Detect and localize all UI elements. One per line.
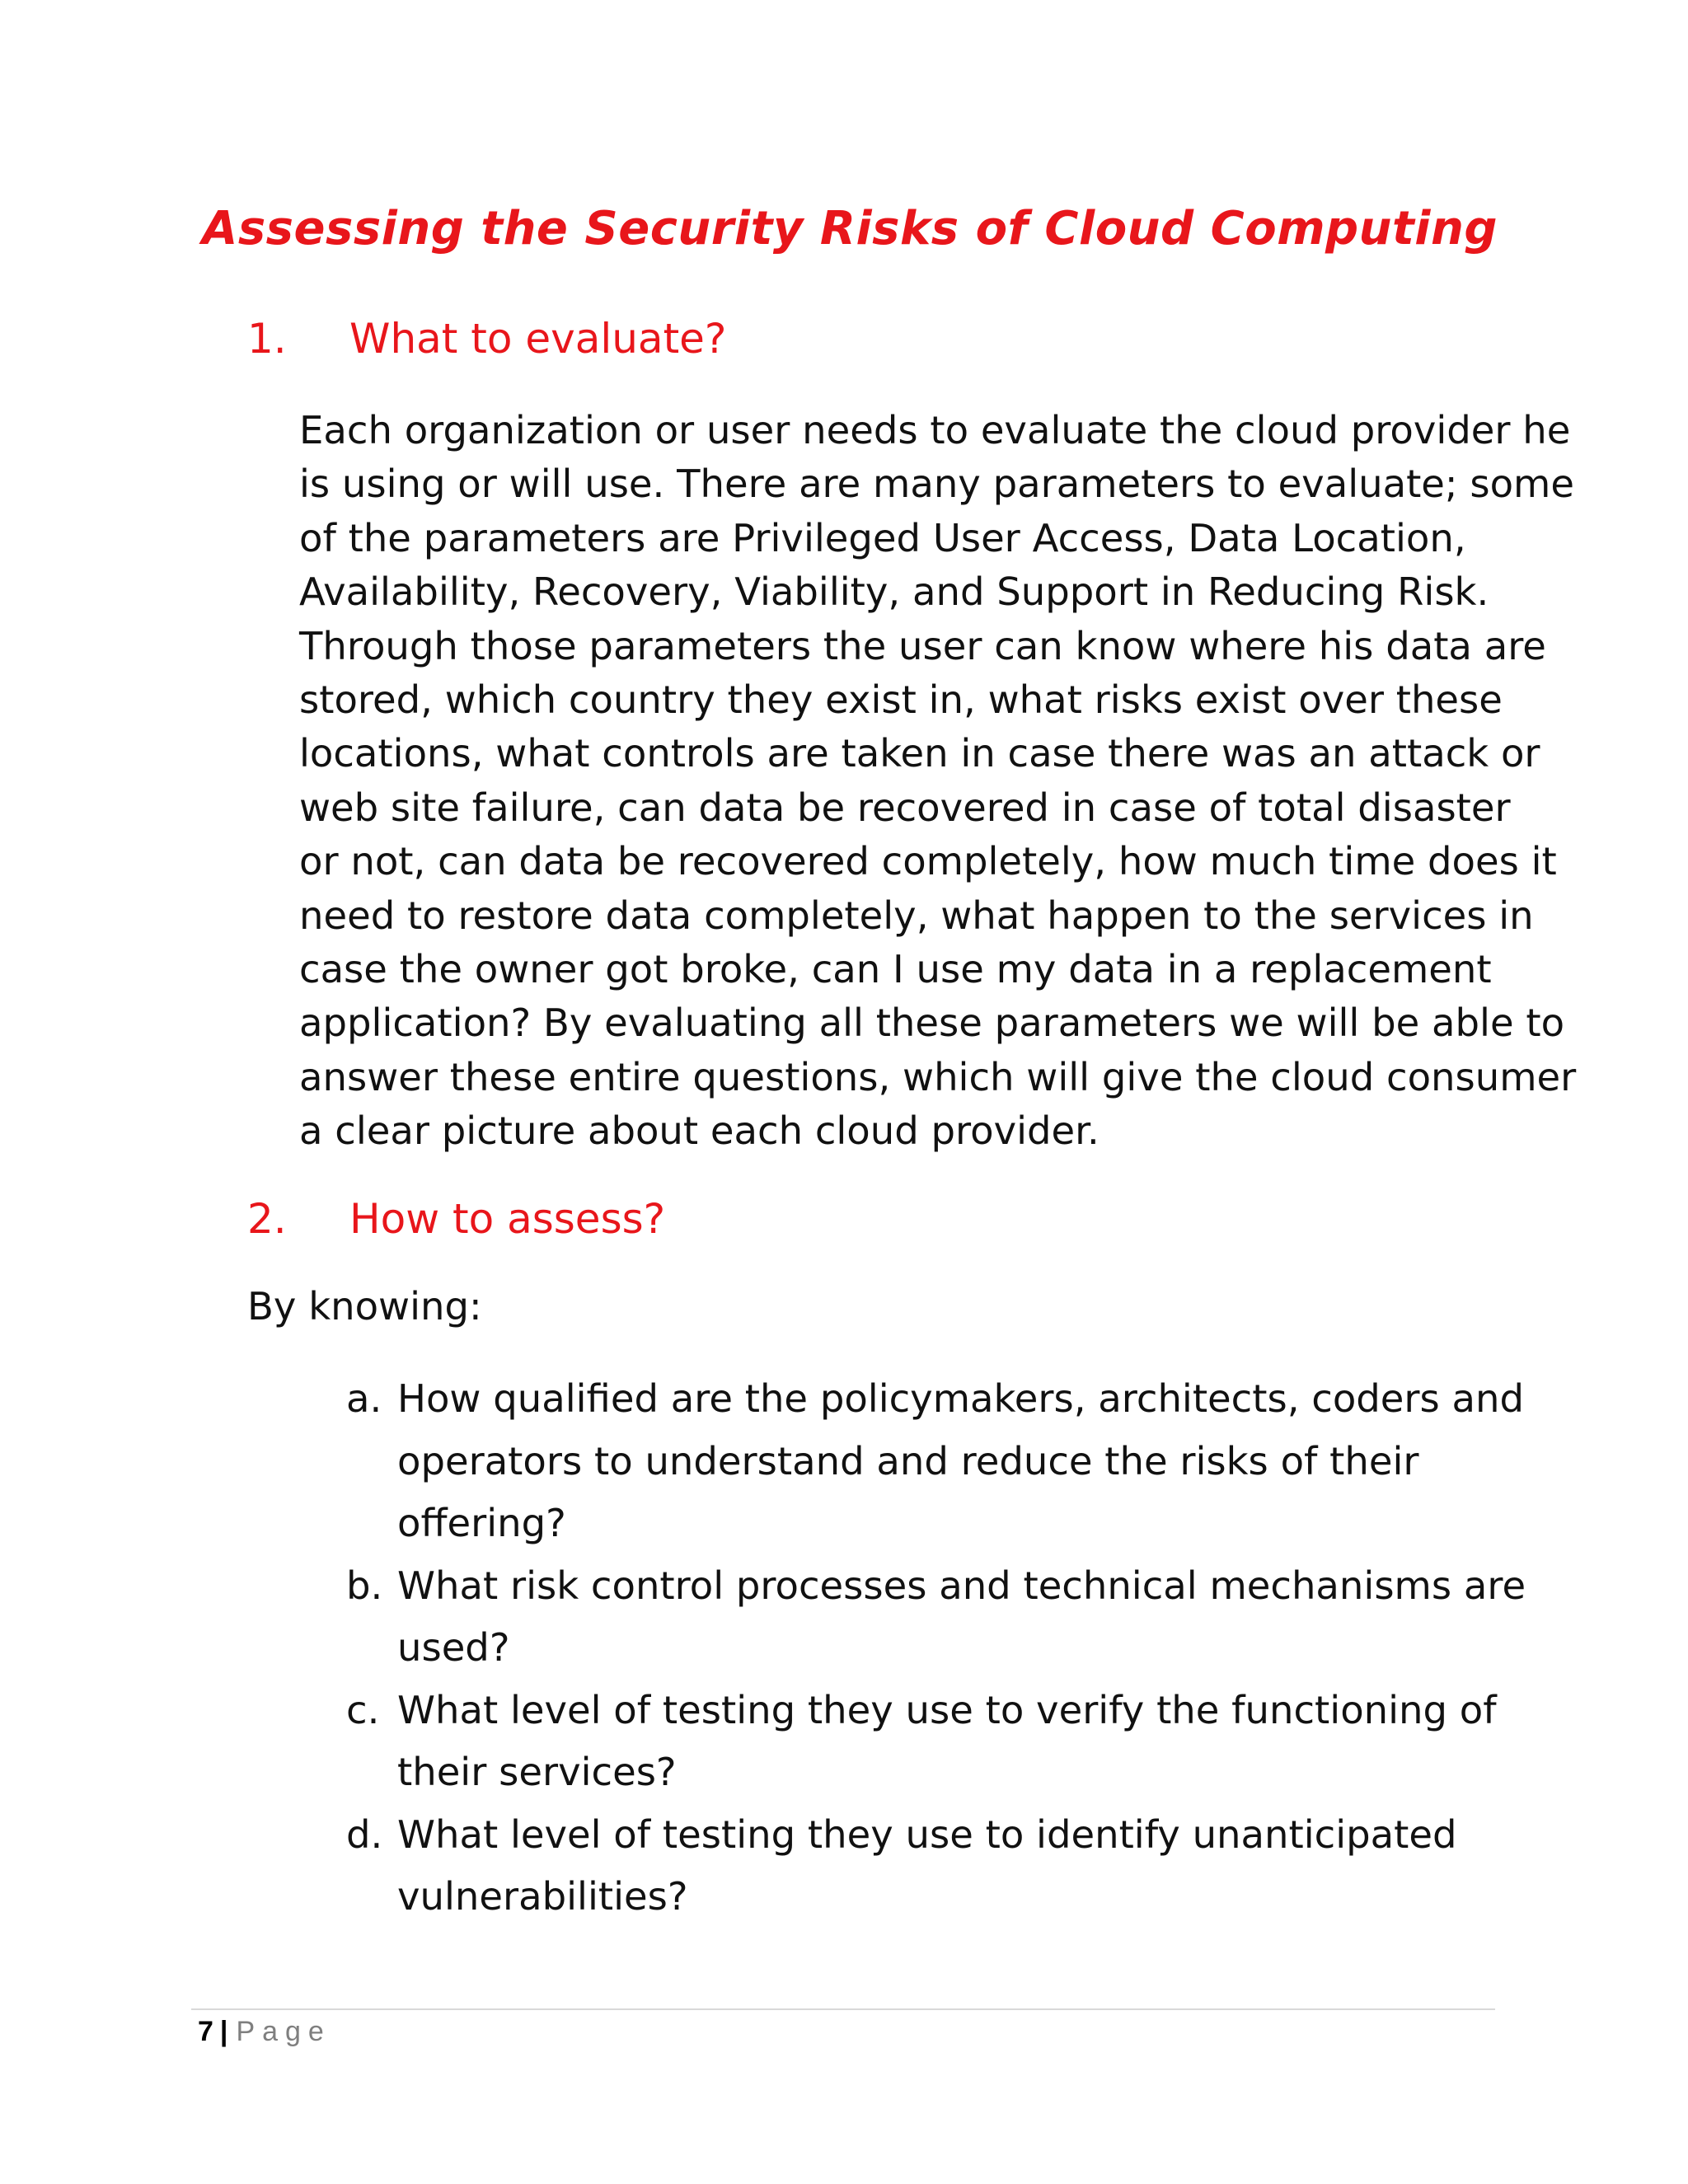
paragraph-line: application? By evaluating all these parameters we will be able to [299,1001,1565,1046]
paragraph-line: answer these entire questions, which will give the cloud consumer [299,1054,1577,1099]
list-item-line: used? [397,1625,510,1670]
footer-divider [191,2008,1495,2010]
list-item-line: their services? [397,1750,677,1794]
paragraph-line: Each organization or user needs to evaluate the cloud provider he [299,408,1571,452]
paragraph-line: of the parameters are Privileged User Access, Data Location, [299,515,1466,560]
list-item [346,1555,1526,1680]
list-item-line: How qualified are the policymakers, architects, coders and [397,1376,1525,1421]
list-item-line: What level of testing they use to verify the functioning of [397,1687,1497,1732]
list-item [346,1804,1500,1929]
list-item-line: What risk control processes and technical mechanisms are [397,1563,1526,1608]
paragraph-line: a clear picture about each cloud provider. [299,1108,1100,1154]
list-marker: b. [346,1563,383,1608]
paragraph-line: web site failure, can data be recovered in case of total disaster [299,785,1511,830]
evaluate-paragraph [299,404,1577,1159]
assessment-questions-list [346,1368,1526,1929]
footer-separator: | [219,2016,228,2047]
section-heading-how-to-assess [247,1195,665,1243]
section-number: 1. [247,315,287,363]
section-number: 2. [247,1195,287,1243]
list-item-line: vulnerabilities? [397,1874,688,1919]
paragraph-line: stored, which country they exist in, what risks exist over these [299,677,1503,723]
section-heading-text: What to evaluate? [349,315,727,363]
paragraph-line: need to restore data completely, what happen to the services in [299,893,1534,938]
list-item-line: What level of testing they use to identify unanticipated [397,1811,1457,1857]
section-intro: By knowing: [247,1284,482,1329]
paragraph-line: locations, what controls are taken in case there was an attack or [299,731,1540,776]
section-heading-text: How to assess? [349,1195,666,1243]
paragraph-line: case the owner got broke, can I use my data in a replacement [299,947,1492,992]
list-item-line: offering? [397,1501,566,1545]
list-marker: c. [346,1687,380,1732]
section-heading-what-to-evaluate [247,315,726,363]
page-number: 7 [198,2016,213,2047]
paragraph-line: Through those parameters the user can know where his data are [299,623,1546,668]
paragraph-line: Availability, Recovery, Viability, and Support in Reducing Risk. [299,569,1489,615]
page-label: Page [236,2016,331,2047]
paragraph-line: or not, can data be recovered completely, how much time does it [299,839,1557,884]
list-marker: d. [346,1811,383,1857]
paragraph-line: is using or will use. There are many parameters to evaluate; some [299,462,1574,507]
page-footer [198,2011,331,2052]
list-item [346,1680,1500,1804]
list-item [346,1368,1525,1555]
list-item-line: operators to understand and reduce the risks of their [397,1438,1419,1483]
page-title: Assessing the Security Risks of Cloud Computing [202,202,1498,255]
list-marker: a. [346,1376,382,1421]
